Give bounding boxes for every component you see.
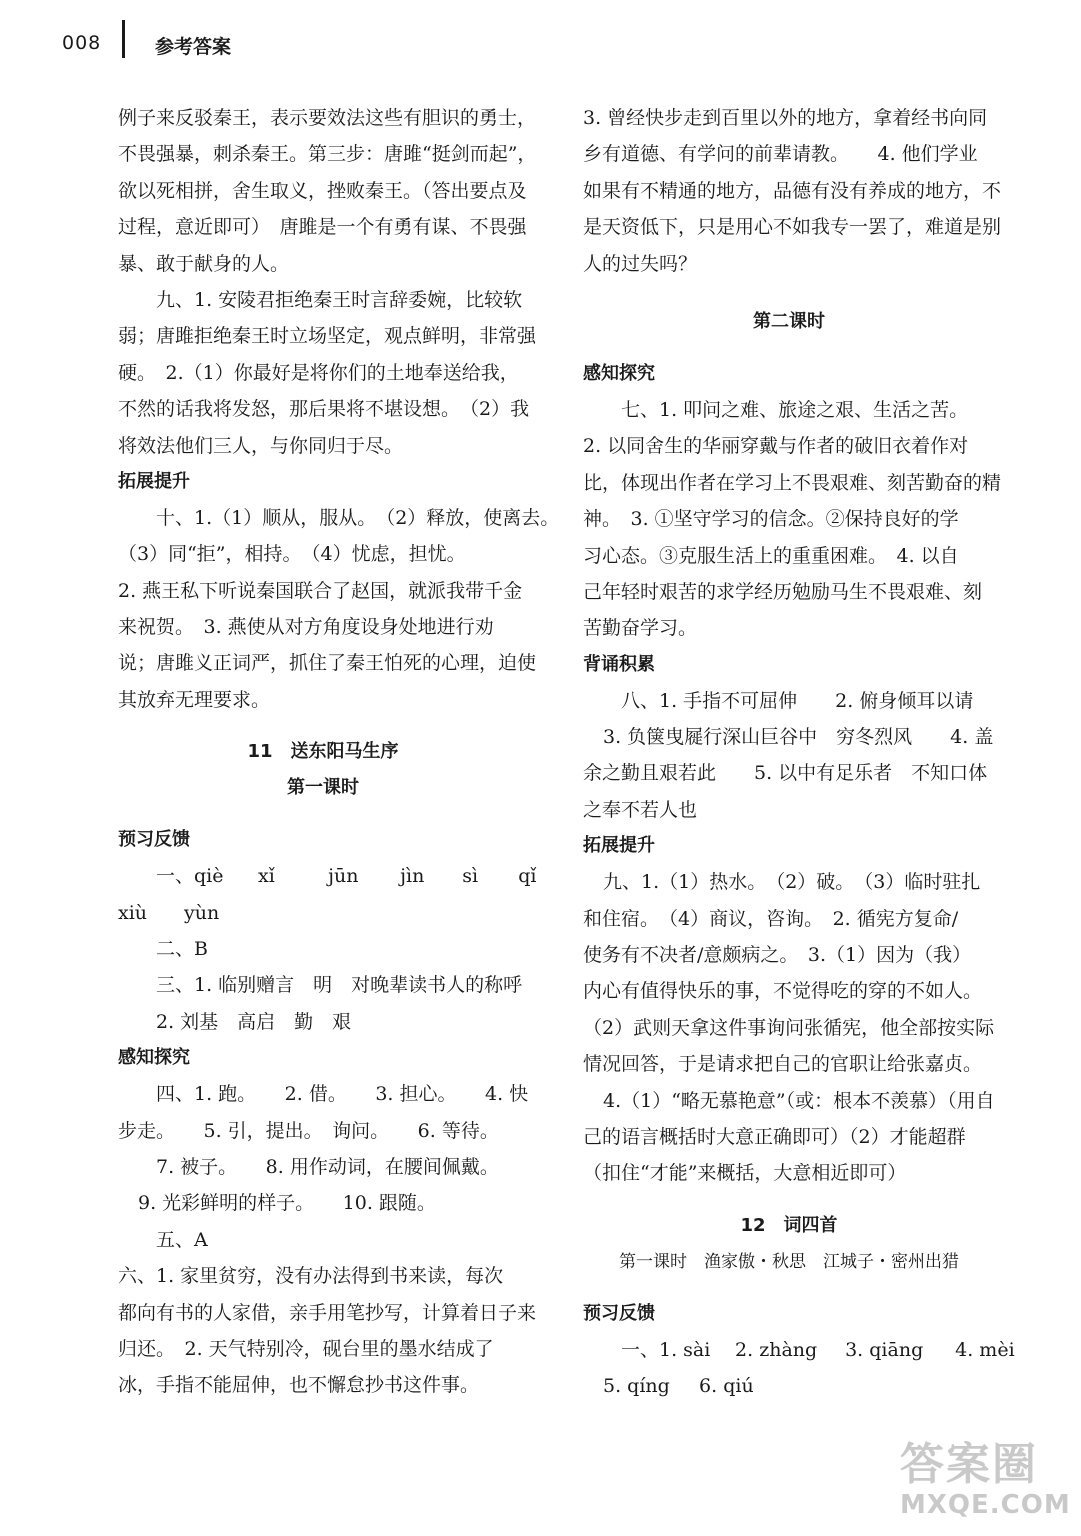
answer-six-cont xyxy=(583,100,1002,282)
pinyin: jìn xyxy=(400,865,425,888)
text-line: （3）同“拒”，相持。 （4）忧虑，担忧。 xyxy=(118,543,466,566)
text-line: 如果有不精通的地方，品德有没有养成的地方，不 xyxy=(583,179,1002,202)
text-line: 冰，手指不能屈伸，也不懈怠抄书这件事。 xyxy=(118,1374,480,1397)
paragraph-tangju-analysis xyxy=(118,100,537,282)
text-line: 九、1. 安陵君拒绝秦王时言辞委婉，比较软 xyxy=(156,288,523,311)
pinyin: jūn xyxy=(328,865,359,888)
text-line: 情况回答，于是请求把自己的官职让给张嘉贞。 xyxy=(583,1053,983,1076)
text-line: 都向有书的人家借，亲手用笔抄写，计算着日子来 xyxy=(118,1301,537,1324)
section-heading: 感知探究 xyxy=(583,362,655,384)
pinyin: 一、qiè xyxy=(156,865,224,888)
answer-nine-extended xyxy=(583,864,995,1192)
text-line: 将效法他们三人，与你同归于尽。 xyxy=(118,434,404,457)
text-line: 过程，意近即可） 唐雎是一个有勇有谋、不畏强 xyxy=(118,216,527,239)
pinyin: yùn xyxy=(184,901,220,924)
answer-three: 三、1. 临别赠言 明 对晚辈读书人的称呼 xyxy=(156,974,523,997)
left-column xyxy=(118,100,560,1404)
watermark-logo xyxy=(900,1440,1070,1530)
header-title: 参考答案 xyxy=(155,36,232,58)
text-line: 说；唐雎义正词严，抓住了秦王怕死的心理，迫使 xyxy=(118,652,537,675)
lesson-subtitle: 第一课时 渔家傲・秋思 江城子・密州出猎 xyxy=(619,1251,959,1272)
pinyin: 5. qíng xyxy=(603,1375,670,1398)
text-line: 例子来反驳秦王，表示要效法这些有胆识的勇士， xyxy=(118,107,537,129)
text-line: 不然的话我将发怒，那后果将不堪设想。 （2）我 xyxy=(118,398,530,421)
text-line: 归还。 2. 天气特别冷，砚台里的墨水结成了 xyxy=(118,1337,494,1360)
pinyin: 一、1. sài xyxy=(621,1338,711,1361)
text-line: 步走。 5. 引，提出。 询问。 6. 等待。 xyxy=(118,1119,499,1142)
pinyin: 4. mèi xyxy=(955,1338,1015,1361)
page-number: 008 xyxy=(62,32,102,54)
text-line: 欲以死相拼，舍生取义，挫败秦王。（答出要点及 xyxy=(118,179,527,202)
pinyin-row xyxy=(118,858,537,894)
pinyin-row xyxy=(118,895,528,931)
answer-three-2: 2. 刘基 高启 勤 艰 xyxy=(156,1010,352,1033)
answer-two: 二、B xyxy=(156,938,208,961)
pinyin-row xyxy=(583,1332,1015,1368)
lesson-subtitle: 第一课时 xyxy=(287,777,359,799)
answer-six xyxy=(118,1258,537,1404)
text-line: 和住宿。 （4）商议，咨询。 2. 循宪方复命/ xyxy=(583,907,959,930)
answer-eight xyxy=(583,683,995,829)
lesson-subtitle: 第二课时 xyxy=(753,310,825,332)
lesson-title: 12 词四首 xyxy=(740,1214,838,1236)
pinyin: xiù xyxy=(118,901,148,924)
text-line: 内心有值得快乐的事，不觉得吃的穿的不如人。 xyxy=(583,980,983,1003)
text-line: （2）武则天拿这件事询问张循宪，他全部按实际 xyxy=(583,1016,995,1039)
text-line: 2. 以同舍生的华丽穿戴与作者的破旧衣着作对 xyxy=(583,435,969,458)
text-line: （扣住“才能”来概括，大意相近即可） xyxy=(583,1162,907,1185)
pinyin: 2. zhàng xyxy=(735,1338,818,1361)
text-line: 暴、敢于献身的人。 xyxy=(118,252,290,275)
text-line: 己年轻时艰苦的求学经历勉励马生不畏艰难、刻 xyxy=(583,580,983,603)
text-line: 3. 曾经快步走到百里以外的地方，拿着经书向同 xyxy=(583,107,988,129)
text-line: 4.（1）“略无慕艳意”（或：根本不羡慕）（用自 xyxy=(603,1089,995,1112)
text-line: 人的过失吗？ xyxy=(583,252,698,275)
watermark-text: 答案圈 xyxy=(900,1439,1038,1490)
text-line: 弱；唐雎拒绝秦王时立场坚定，观点鲜明，非常强 xyxy=(118,325,537,348)
text-line: 己的语言概括时大意正确即可）（2）才能超群 xyxy=(583,1125,966,1148)
text-line: 是天资低下，只是用心不如我专一罢了，难道是别 xyxy=(583,216,1002,239)
text-line: 神。 3. ①坚守学习的信念。②保持良好的学 xyxy=(583,508,959,531)
pinyin: qǐ xyxy=(518,865,537,888)
text-line: 乡有道德、有学问的前辈请教。 4. 他们学业 xyxy=(583,143,978,166)
right-column xyxy=(583,100,1015,1405)
text-line: 比，体现出作者在学习上不畏艰难、刻苦勤奋的精 xyxy=(583,471,1002,494)
section-heading: 预习反馈 xyxy=(118,829,190,851)
pinyin-row xyxy=(583,1368,995,1404)
text-line: 余之勤且艰若此 5. 以中有足乐者 不知口体 xyxy=(583,762,988,785)
text-line: 之奉不若人也 xyxy=(583,798,698,821)
text-line: 硬。 2.（1）你最好是将你们的土地奉送给我， xyxy=(118,361,519,384)
text-line: 六、1. 家里贫穷，没有办法得到书来读，每次 xyxy=(118,1265,504,1288)
text-line: 7. 被子。 8. 用作动词，在腰间佩戴。 xyxy=(156,1155,499,1178)
section-heading: 拓展提升 xyxy=(583,835,655,857)
answer-ten xyxy=(118,500,560,718)
text-line: 2. 燕王私下听说秦国联合了赵国，就派我带千金 xyxy=(118,579,523,602)
page-header xyxy=(0,0,1081,80)
answer-four-five xyxy=(118,1076,528,1258)
text-line: 七、1. 叩问之难、旅途之艰、生活之苦。 xyxy=(621,398,969,421)
text-line: 八、1. 手指不可屈伸 2. 俯身倾耳以请 xyxy=(621,689,974,712)
watermark-url: MXQE.COM xyxy=(900,1490,1071,1520)
text-line: 不畏强暴，刺杀秦王。第三步：唐雎“挺剑而起”， xyxy=(118,143,537,166)
section-heading: 感知探究 xyxy=(118,1047,190,1069)
text-line: 四、1. 跑。 2. 借。 3. 担心。 4. 快 xyxy=(156,1083,529,1106)
pinyin: xǐ xyxy=(258,865,275,888)
lesson-title: 11 送东阳马生序 xyxy=(247,741,399,763)
header-divider xyxy=(122,20,125,58)
text-line: 五、A xyxy=(156,1228,208,1251)
text-line: 来祝贺。 3. 燕使从对方角度设身处地进行劝 xyxy=(118,616,494,639)
pinyin: 3. qiāng xyxy=(845,1338,924,1361)
text-line: 3. 负箧曳屣行深山巨谷中 穷冬烈风 4. 盖 xyxy=(603,726,994,749)
text-line: 其放弃无理要求。 xyxy=(118,688,271,711)
pinyin: 6. qiú xyxy=(699,1375,754,1398)
answer-seven xyxy=(583,392,1002,647)
section-heading: 预习反馈 xyxy=(583,1302,655,1324)
text-line: 十、1.（1）顺从，服从。 （2）释放，使离去。 xyxy=(156,506,560,529)
text-line: 九、1.（1）热水。 （2）破。 （3）临时驻扎 xyxy=(603,871,981,894)
section-heading: 背诵积累 xyxy=(583,653,655,675)
section-heading: 拓展提升 xyxy=(118,470,190,492)
text-line: 习心态。③克服生活上的重重困难。 4. 以自 xyxy=(583,544,959,567)
text-line: 9. 光彩鲜明的样子。 10. 跟随。 xyxy=(138,1192,436,1215)
text-line: 苦勤奋学习。 xyxy=(583,617,698,640)
answer-nine xyxy=(118,282,537,464)
text-line: 使务有不决者/意颇病之。 3.（1）因为（我） xyxy=(583,944,972,967)
pinyin: sì xyxy=(462,865,479,888)
